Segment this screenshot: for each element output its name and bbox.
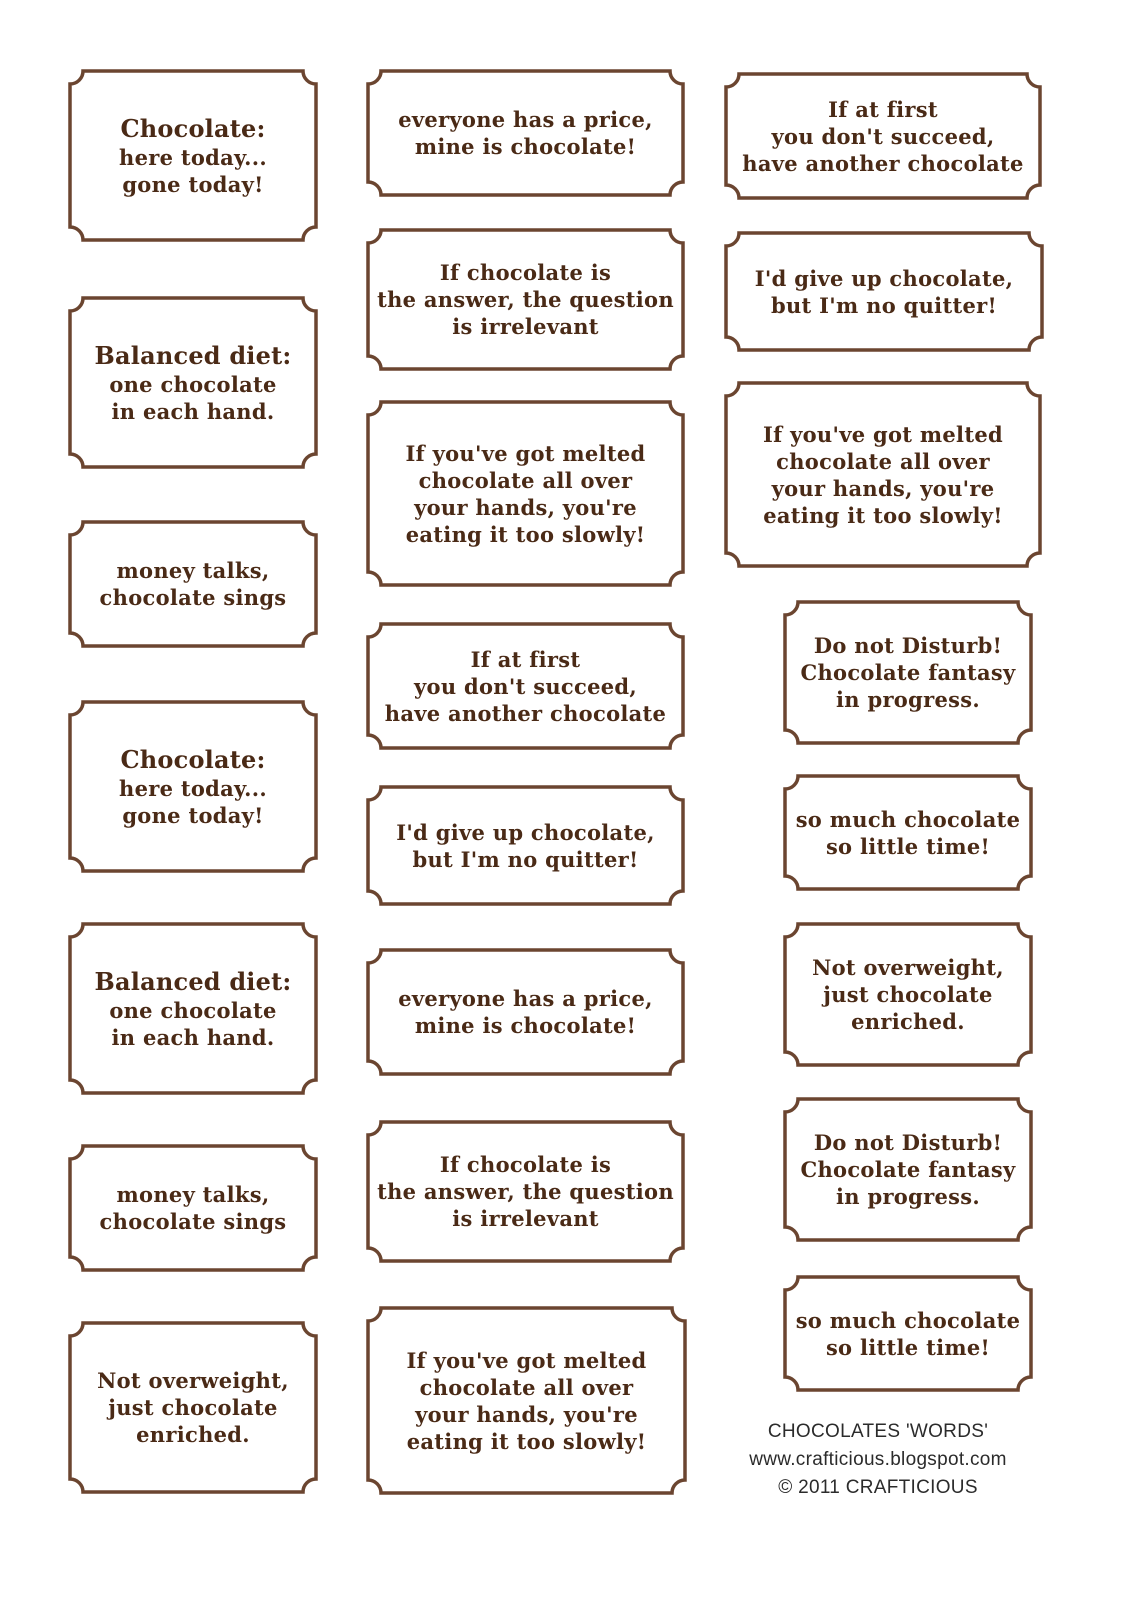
label-text: [376, 785, 675, 906]
label-text: [793, 774, 1023, 891]
label-line: the answer, the question: [377, 287, 674, 312]
label-text: [376, 400, 675, 587]
label-line: is irrelevant: [452, 1206, 599, 1231]
label-line: money talks,: [116, 558, 270, 583]
label-line: here today...: [119, 144, 267, 170]
label-line: If at first: [470, 646, 581, 672]
label-line: eating it too slowly!: [405, 521, 646, 547]
label-heading: Chocolate:: [120, 113, 266, 143]
label-line: you don't succeed,: [414, 673, 637, 699]
label-little-time-2: [783, 1275, 1033, 1392]
label-line: so much chocolate: [795, 806, 1021, 832]
label-text: [734, 72, 1032, 200]
label-first-succeed-2: [724, 72, 1042, 200]
label-line: If chocolate is: [439, 1152, 612, 1177]
label-price-1: [366, 69, 685, 197]
label-heading: Balanced diet:: [94, 340, 292, 370]
label-line: Do not Disturb!: [813, 633, 1003, 658]
label-line: If chocolate is: [439, 260, 612, 285]
label-line: so little time!: [825, 833, 991, 859]
label-quitter-1: [366, 785, 685, 906]
label-line: chocolate sings: [99, 585, 287, 610]
label-line: in each hand.: [111, 398, 275, 424]
label-line: but I'm no quitter!: [412, 846, 639, 872]
label-melted-1: [366, 400, 685, 587]
label-line: chocolate all over: [776, 448, 990, 474]
label-text: [376, 948, 675, 1076]
label-text: [78, 1321, 308, 1494]
label-line: gone today!: [122, 802, 264, 828]
label-line: your hands, you're: [771, 475, 995, 501]
label-line: If you've got melted: [405, 440, 646, 466]
label-text: [78, 520, 308, 648]
label-heading: Balanced diet:: [94, 966, 292, 996]
label-line: Chocolate fantasy: [800, 1157, 1016, 1182]
label-line: eating it too slowly!: [406, 1428, 647, 1454]
label-text: [78, 1144, 308, 1272]
label-balanced-diet-2: [68, 922, 318, 1095]
label-disturb-1: [783, 600, 1033, 745]
label-line: one chocolate: [109, 371, 277, 397]
label-text: [376, 228, 675, 371]
label-line: everyone has a price,: [398, 986, 653, 1011]
label-line: Not overweight,: [812, 955, 1004, 980]
label-line: have another chocolate: [742, 150, 1024, 176]
credit-url: www.crafticious.blogspot.com: [749, 1449, 1007, 1470]
label-answer-1: [366, 228, 685, 371]
label-line: so much chocolate: [795, 1307, 1021, 1333]
label-line: here today...: [119, 775, 267, 801]
credit-title: CHOCOLATES 'WORDS': [767, 1421, 989, 1442]
label-disturb-2: [783, 1097, 1033, 1242]
label-line: I'd give up chocolate,: [396, 819, 655, 845]
credit-block: [718, 1418, 1038, 1502]
label-quitter-2: [724, 231, 1044, 352]
label-text: [78, 69, 308, 242]
label-little-time-1: [783, 774, 1033, 891]
label-price-2: [366, 948, 685, 1076]
label-line: Do not Disturb!: [813, 1130, 1003, 1155]
label-line: enriched.: [136, 1422, 250, 1447]
label-text: [734, 381, 1032, 568]
label-here-today-1: [68, 69, 318, 242]
label-line: but I'm no quitter!: [770, 292, 997, 318]
label-line: have another chocolate: [384, 700, 667, 726]
label-line: chocolate all over: [418, 467, 633, 493]
label-line: mine is chocolate!: [414, 1013, 637, 1038]
label-text: [376, 1120, 675, 1263]
label-text: [376, 1306, 677, 1495]
label-text: [376, 622, 675, 750]
label-line: in each hand.: [111, 1024, 275, 1050]
label-not-overweight-1: [68, 1321, 318, 1494]
label-line: you don't succeed,: [771, 123, 995, 149]
label-line: so little time!: [825, 1334, 991, 1360]
label-line: just chocolate: [108, 1395, 278, 1420]
label-melted-2: [366, 1306, 687, 1495]
label-line: in progress.: [836, 1184, 980, 1209]
label-line: chocolate sings: [99, 1209, 287, 1234]
label-money-talks-1: [68, 520, 318, 648]
label-line: Not overweight,: [97, 1368, 289, 1393]
label-heading: Chocolate:: [120, 744, 266, 774]
label-first-succeed-1: [366, 622, 685, 750]
label-line: If you've got melted: [763, 421, 1003, 447]
label-line: enriched.: [851, 1009, 965, 1034]
label-answer-2: [366, 1120, 685, 1263]
label-line: in progress.: [836, 687, 980, 712]
label-melted-3: [724, 381, 1042, 568]
label-money-talks-2: [68, 1144, 318, 1272]
label-text: [793, 1097, 1023, 1242]
label-text: [734, 231, 1034, 352]
label-line: the answer, the question: [377, 1179, 674, 1204]
label-text: [78, 296, 308, 469]
label-balanced-diet-1: [68, 296, 318, 469]
label-line: chocolate all over: [419, 1374, 634, 1400]
label-line: gone today!: [122, 171, 264, 197]
label-here-today-2: [68, 700, 318, 873]
label-line: I'd give up chocolate,: [754, 265, 1014, 291]
label-line: your hands, you're: [415, 1401, 638, 1427]
label-text: [78, 700, 308, 873]
label-line: Chocolate fantasy: [800, 660, 1016, 685]
label-not-overweight-2: [783, 922, 1033, 1067]
credit-copyright: © 2011 CRAFTICIOUS: [778, 1477, 978, 1498]
label-text: [793, 1275, 1023, 1392]
label-line: money talks,: [116, 1182, 270, 1207]
label-line: everyone has a price,: [398, 107, 653, 132]
label-text: [793, 922, 1023, 1067]
label-line: If you've got melted: [406, 1347, 647, 1373]
label-line: mine is chocolate!: [414, 134, 637, 159]
label-line: If at first: [828, 96, 938, 122]
label-text: [793, 600, 1023, 745]
label-line: is irrelevant: [452, 314, 599, 339]
label-text: [78, 922, 308, 1095]
label-text: [376, 69, 675, 197]
label-line: one chocolate: [109, 997, 277, 1023]
label-line: eating it too slowly!: [763, 502, 1003, 528]
label-line: just chocolate: [823, 982, 993, 1007]
label-line: your hands, you're: [414, 494, 637, 520]
